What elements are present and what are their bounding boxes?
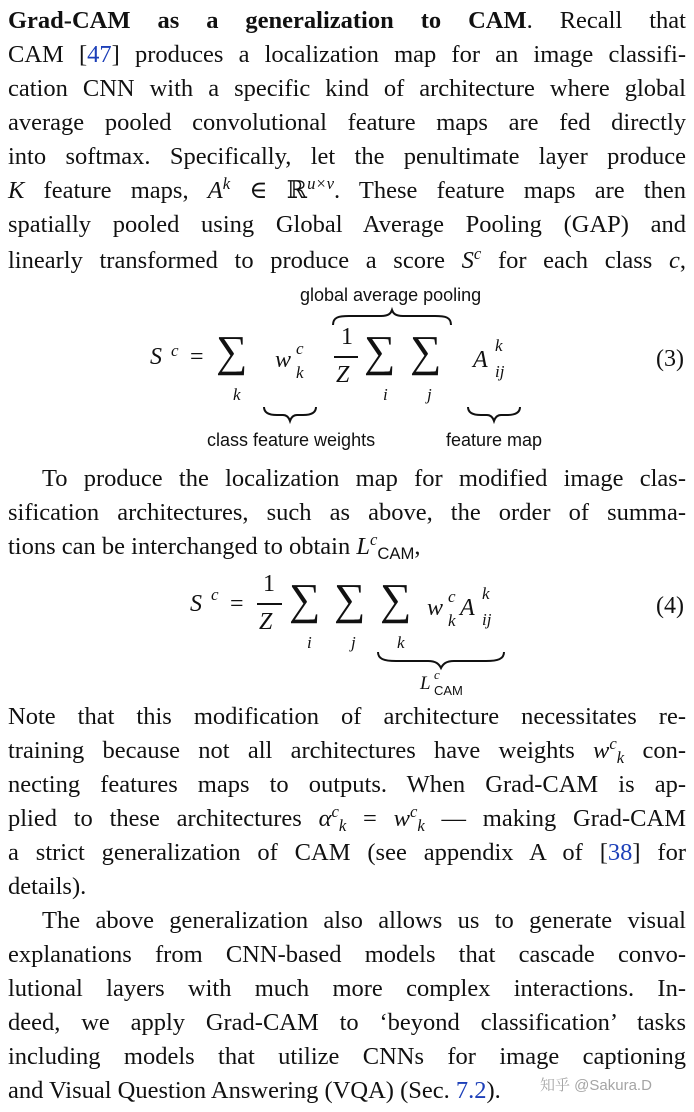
reference-47-link[interactable]: 47 (87, 41, 112, 68)
paragraph-1-line-1 (8, 38, 686, 72)
math-w-superscript: c (609, 733, 617, 753)
paragraph-1-line-6: spatially pooled using Global Average Pooling (GAP) and (8, 211, 686, 238)
eq4-sum-j: ∑ (334, 575, 366, 624)
text-segment: ] produces a localization map for an image classifi- (111, 41, 687, 68)
eq3-sum-j: ∑ (410, 327, 442, 376)
intro-tail: . Recall that (526, 7, 686, 34)
global-average-pooling-label: global average pooling (300, 285, 482, 305)
math-w-superscript: c (409, 801, 418, 821)
eq3-fraction-bar (334, 356, 358, 358)
paragraph-3-line-6: details). (8, 873, 87, 900)
eq4-term-A-superscript: k (482, 584, 490, 603)
eq3-A: A (473, 347, 488, 373)
eq4-equals: = (230, 591, 244, 617)
paragraph-1-line-5 (8, 174, 686, 208)
cam-underbrace-icon (376, 650, 506, 670)
text-segment: con- (624, 737, 686, 764)
eq4-term-w: w (427, 595, 444, 621)
math-S: S (461, 247, 474, 274)
eq4-lhs-S: S (190, 591, 202, 617)
math-c: c (669, 247, 680, 274)
math-w-subscript: k (417, 815, 425, 835)
text-segment: linearly transformed to produce a score (8, 247, 462, 274)
text-segment: ). (486, 1077, 501, 1104)
text-segment: . These feature maps are then (334, 177, 687, 204)
paragraph-3-line-1: Note that this modification of architecture necessitates re- (8, 703, 686, 730)
eq4-sum-i: ∑ (289, 575, 321, 624)
text-segment: plied to these architectures (8, 805, 319, 832)
feature-map-brace-icon (466, 405, 522, 423)
math-L-superscript: c (369, 529, 378, 549)
paragraph-1-line-7 (8, 244, 686, 278)
text-segment: training because not all architectures have weights (8, 737, 594, 764)
class-feature-weights-label: class feature weights (207, 430, 376, 450)
eq4-term-A-subscript: ij (482, 610, 492, 629)
text-segment: feature maps, (24, 177, 208, 204)
eq3-fraction-numerator: 1 (341, 324, 353, 350)
paragraph-3-line-4 (8, 802, 686, 836)
eq4-fraction-bar (257, 603, 282, 605)
paragraph-1-line-2: cation CNN with a specific kind of architecture where global (8, 75, 686, 102)
paragraph-2-line-3 (8, 530, 686, 564)
math-alpha-subscript: k (338, 815, 347, 835)
paragraph-4-line-2: explanations from CNN-based models that cascade convo- (8, 941, 686, 968)
math-real-set: ∈ ℝ (230, 177, 308, 204)
eq3-sum-i: ∑ (364, 327, 396, 376)
paragraph-2-line-2: sification architectures, such as above, the order of summa- (8, 499, 686, 526)
math-alpha: α (318, 805, 332, 832)
eq4-term-w-superscript: c (448, 587, 456, 606)
eq4-sum-k: ∑ (380, 575, 412, 624)
paragraph-3-line-5 (8, 836, 686, 870)
eq3-sum-i-index: i (383, 385, 388, 404)
text-segment: and Visual Question Answering (VQA) (Sec. (8, 1077, 456, 1104)
eq3-equals: = (190, 344, 204, 370)
eq4-fraction-denominator: Z (259, 609, 273, 635)
text-segment: ] for (632, 839, 686, 866)
eq3-w-subscript: k (296, 363, 304, 382)
paragraph-1-line-4: into softmax. Specifically, let the penultimate layer produce (8, 143, 686, 170)
eq4-sum-i-index: i (307, 633, 312, 652)
eq3-w-superscript: c (296, 339, 304, 358)
eq3-lhs-c: c (171, 341, 179, 360)
eq4-lhs-c: c (211, 585, 219, 604)
comma: , (414, 533, 421, 560)
math-A: A (207, 177, 223, 204)
eq3-sum-j-index: j (427, 385, 432, 404)
eq3-fraction-denominator: Z (336, 362, 350, 388)
paragraph-1-line-3: average pooled convolutional feature maps are fed directly (8, 109, 686, 136)
math-K: K (8, 177, 25, 204)
text-segment: — making Grad-CAM (424, 805, 686, 832)
math-alpha-superscript: c (331, 801, 339, 821)
math-k-superscript: k (222, 173, 231, 193)
zhihu-watermark: 知乎 @Sakura.D (540, 1077, 652, 1094)
eq4-sum-k-index: k (397, 633, 405, 652)
eq4-underbrace-L-subscript: CAM (434, 683, 463, 698)
eq4-sum-j-index: j (351, 633, 356, 652)
math-c-superscript: c (473, 243, 482, 263)
paragraph-4-line-1: The above generalization also allows us to generate visual (42, 907, 686, 934)
paragraph-4-line-3: lutional layers with much more complex interactions. In- (8, 975, 686, 1002)
paragraph-2-line-1: To produce the localization map for modified image clas- (42, 465, 686, 492)
eq4-underbrace-L-superscript: c (434, 667, 440, 682)
paragraph-3-line-2 (8, 734, 686, 768)
eq4-term-w-subscript: k (448, 611, 456, 630)
paragraph-3-line-3: necting features maps to outputs. When Grad-CAM is ap- (8, 771, 686, 798)
eq3-lhs-S: S (150, 344, 162, 370)
equation-4-number: (4) (656, 593, 684, 619)
text-segment: for each class (481, 247, 669, 274)
eq3-w: w (275, 347, 292, 373)
paragraph-4-line-5: including models that utilize CNNs for image captioning (8, 1043, 686, 1070)
eq3-sum-k-index: k (233, 385, 241, 404)
math-L-subscript: CAM (377, 543, 415, 563)
math-w: w (593, 737, 610, 764)
section-intro-line (8, 4, 686, 38)
section-7-2-link[interactable]: 7.2 (455, 1077, 487, 1104)
section-heading: Grad-CAM as a generalization to CAM (8, 7, 527, 34)
math-dimension-superscript: u×v (307, 173, 335, 193)
math-L: L (356, 533, 370, 560)
eq3-A-subscript: ij (495, 362, 505, 381)
reference-38-link[interactable]: 38 (607, 839, 633, 866)
math-equals: = (346, 805, 394, 832)
class-feature-weights-brace-icon (262, 405, 318, 423)
text-segment: a strict generalization of CAM (see appendix A of [ (8, 839, 608, 866)
eq3-sum-k: ∑ (216, 327, 248, 376)
eq4-term-A: A (460, 595, 475, 621)
eq3-A-superscript: k (495, 336, 503, 355)
feature-map-label: feature map (446, 430, 543, 450)
equation-3-number: (3) (656, 346, 684, 372)
text-segment: CAM [ (8, 41, 88, 68)
text-segment: tions can be interchanged to obtain (8, 533, 357, 560)
comma: , (679, 247, 686, 274)
paragraph-4-line-4: deed, we apply Grad-CAM to ‘beyond classification’ tasks (8, 1009, 686, 1036)
math-w-subscript: k (616, 747, 625, 767)
math-w: w (393, 805, 410, 832)
eq4-underbrace-L: L (420, 673, 431, 694)
eq4-fraction-numerator: 1 (263, 571, 275, 597)
